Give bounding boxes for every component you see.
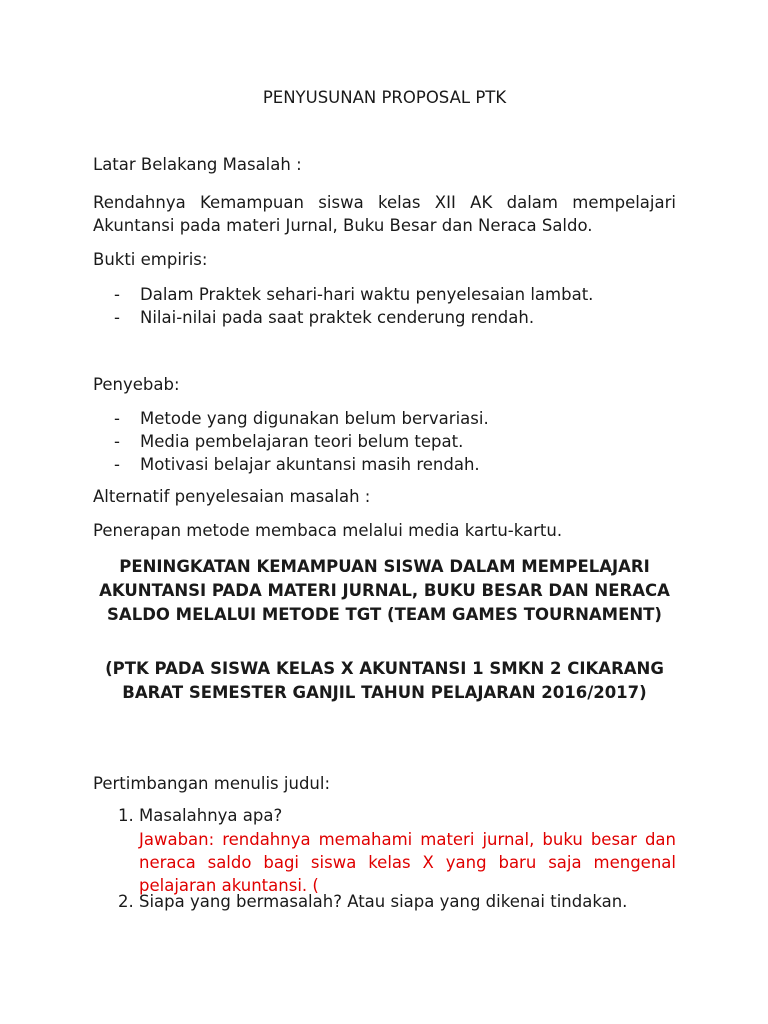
list-item-text: Dalam Praktek sehari-hari waktu penyelesaian lambat. — [140, 285, 594, 304]
list-item — [93, 283, 676, 306]
alternatif-label: Alternatif penyelesaian masalah : — [93, 487, 371, 506]
judul-main-heading: PENINGKATAN KEMAMPUAN SISWA DALAM MEMPELAJARI AKUNTANSI PADA MATERI JURNAL, BUKU BESAR DAN NERACA SALDO MELALUI METODE TGT (TEAM GAMES TOURNAMENT) — [99, 557, 670, 624]
bukti-empiris-list — [93, 283, 676, 329]
latar-belakang-text: Rendahnya Kemampuan siswa kelas XII AK dalam mempelajari Akuntansi pada materi Jurnal, Buku Besar dan Neraca Saldo. — [93, 193, 676, 235]
bukti-empiris-label: Bukti empiris: — [93, 250, 208, 269]
pertimbangan-list — [93, 806, 676, 926]
document-title: PENYUSUNAN PROPOSAL PTK — [262, 88, 507, 107]
dash-bullet: - — [114, 455, 120, 474]
dash-bullet: - — [114, 308, 120, 327]
list-item — [93, 407, 676, 430]
question-1-answer: Jawaban: rendahnya memahami materi jurnal, buku besar dan neraca saldo bagi siswa kelas X yang baru saja mengenal pelajaran akuntansi. ( — [139, 830, 676, 895]
alternatif-text: Penerapan metode membaca melalui media kartu-kartu. — [93, 521, 563, 540]
dash-bullet: - — [114, 285, 120, 304]
judul-sub-heading: (PTK PADA SISWA KELAS X AKUNTANSI 1 SMKN 2 CIKARANG BARAT SEMESTER GANJIL TAHUN PELAJARAN 2016/2017) — [105, 659, 664, 702]
dash-bullet: - — [114, 432, 120, 451]
list-item — [93, 430, 676, 453]
question-1-text: Masalahnya apa? — [139, 806, 283, 825]
list-item — [93, 306, 676, 329]
list-number: 1. — [118, 806, 134, 825]
list-number: 2. — [118, 892, 134, 911]
list-item — [93, 453, 676, 476]
question-2-text: Siapa yang bermasalah? Atau siapa yang dikenai tindakan. — [139, 892, 628, 911]
dash-bullet: - — [114, 409, 120, 428]
penyebab-list — [93, 407, 676, 476]
penyebab-label: Penyebab: — [93, 375, 180, 394]
list-item-text: Media pembelajaran teori belum tepat. — [140, 432, 464, 451]
list-item-text: Nilai-nilai pada saat praktek cenderung rendah. — [140, 308, 535, 327]
pertimbangan-label: Pertimbangan menulis judul: — [93, 774, 331, 793]
list-item-text: Motivasi belajar akuntansi masih rendah. — [140, 455, 480, 474]
latar-belakang-label: Latar Belakang Masalah : — [93, 155, 302, 174]
list-item-text: Metode yang digunakan belum bervariasi. — [140, 409, 489, 428]
